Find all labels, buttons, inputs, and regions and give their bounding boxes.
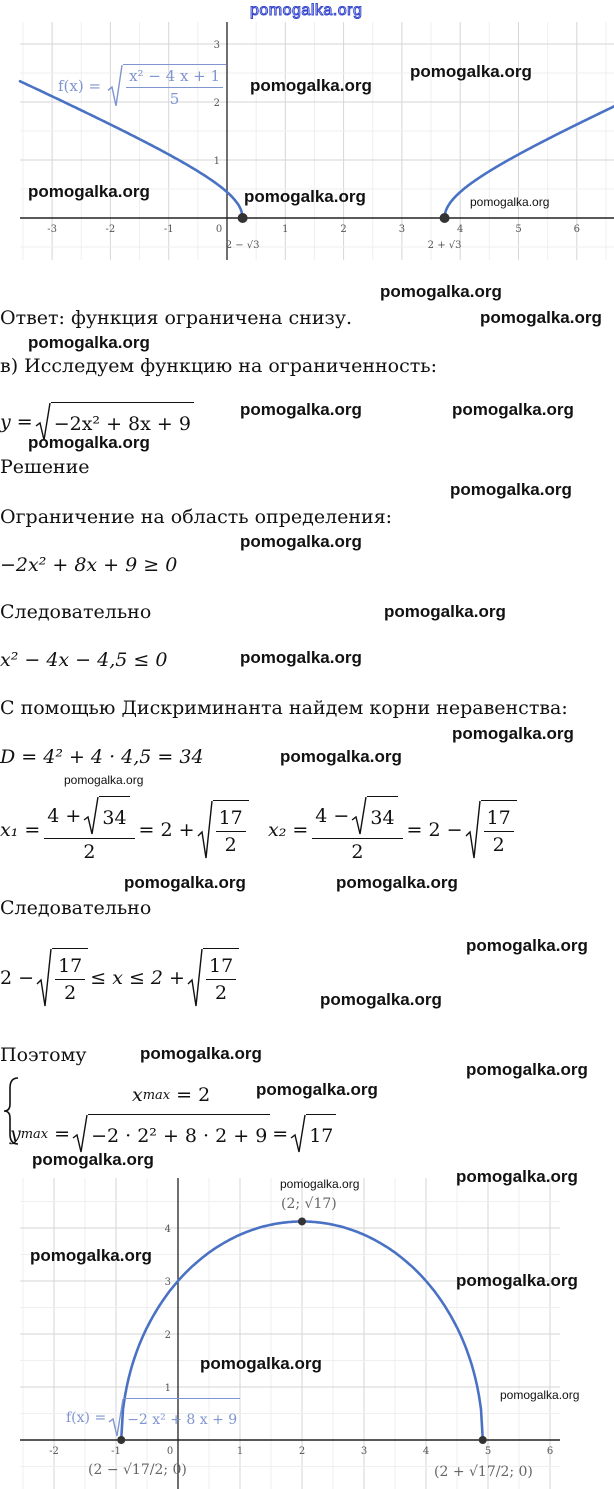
discriminant-formula: D = 4² + 4 · 4,5 = 34: [0, 746, 204, 768]
ymax-final-radicand: 17: [306, 1114, 336, 1154]
ymax-eq2: =: [272, 1123, 289, 1145]
answer-text: Ответ: функция ограничена снизу.: [0, 307, 353, 329]
range-mid: ≤ x ≤ 2 +: [90, 967, 185, 989]
sqrt-icon: [108, 1398, 124, 1438]
x-tick-label: -3: [47, 224, 57, 235]
x-tick-label: 6: [573, 224, 580, 235]
point-marker: [238, 213, 248, 223]
range-rad-den: 2: [64, 982, 77, 1004]
root-x1-formula: [0, 796, 251, 863]
y-tick-label: 2: [164, 1330, 171, 1341]
range-rad2-num: 17: [206, 955, 236, 980]
part-v-heading: в) Исследуем функцию на ограниченность:: [0, 355, 438, 377]
sqrt-icon: [197, 800, 213, 860]
watermark: pomogalka.org: [384, 602, 506, 621]
x-tick-label: -2: [105, 224, 116, 235]
watermark: pomogalka.org: [466, 936, 588, 955]
ymax-sub: max: [20, 1126, 49, 1142]
watermark: pomogalka.org: [28, 433, 150, 452]
x-tick-label: 4: [457, 224, 464, 235]
x2-num-a: 4 −: [315, 805, 350, 827]
discriminant-intro-text: С помощью Дискриминанта найдем корни неравенства:: [0, 697, 568, 719]
x-tick-label: 2: [298, 1446, 306, 1457]
point-marker: [479, 1436, 487, 1444]
root-range-formula: [0, 948, 241, 1008]
x-tick-label: 5: [484, 1446, 492, 1457]
sqrt-icon: [465, 800, 481, 860]
range-rad-num: 17: [55, 955, 85, 980]
watermark: pomogalka.org: [250, 76, 372, 95]
x1-den: 2: [83, 841, 96, 863]
xmax-sub: max: [142, 1087, 171, 1103]
x1-num-a: 4 +: [47, 805, 82, 827]
y-tick-label: 1: [213, 156, 220, 167]
watermark: pomogalka.org: [240, 400, 362, 419]
graph-sqrt-semicircle: [0, 1170, 614, 1489]
watermark: pomogalka.org: [466, 1060, 588, 1079]
sqrt-icon: [107, 64, 123, 108]
x2-num-radicand: 34: [367, 796, 397, 836]
point-marker: [298, 1217, 306, 1225]
watermark: pomogalka.org: [244, 187, 366, 206]
x1-mid: = 2 +: [138, 818, 195, 841]
watermark: pomogalka.org: [240, 648, 362, 667]
inequality-1: −2x² + 8x + 9 ≥ 0: [0, 554, 178, 576]
graph1-formula-num: x² − 4 x + 1: [126, 67, 223, 88]
watermark: pomogalka.org: [28, 333, 150, 352]
x-tick-label: 0: [166, 1446, 174, 1457]
hence-text: Поэтому: [0, 1044, 87, 1066]
watermark: pomogalka.org: [124, 873, 246, 892]
therefore-text-2: Следовательно: [0, 897, 152, 919]
x-tick-label: 2: [340, 224, 347, 235]
y-def-lhs: y =: [0, 411, 33, 433]
inequality-2: x² − 4x − 4,5 ≤ 0: [0, 649, 168, 671]
watermark: pomogalka.org: [256, 1080, 378, 1099]
x2-rad-num: 17: [484, 807, 514, 832]
watermark: pomogalka.org: [480, 308, 602, 327]
therefore-text-1: Следовательно: [0, 601, 152, 623]
watermark: pomogalka.org: [410, 62, 532, 81]
watermark: pomogalka.org: [456, 1167, 578, 1186]
watermark: pomogalka.org: [456, 1271, 578, 1290]
x1-rad-den: 2: [224, 833, 237, 856]
graph2-formula-radicand: −2 x² + 8 x + 9: [124, 1398, 240, 1438]
graph1-formula: [58, 64, 228, 108]
sqrt-icon: [290, 1114, 306, 1154]
point-marker: [440, 213, 450, 223]
watermark: pomogalka.org: [452, 724, 574, 743]
sqrt-icon: [351, 796, 367, 836]
y-tick-label: 3: [164, 1277, 171, 1288]
max-point-label: (2; √17): [281, 1196, 337, 1212]
x1-lhs: x₁ =: [0, 818, 41, 841]
ymax-eq: =: [54, 1123, 71, 1145]
ymax-formula: [10, 1114, 338, 1154]
sqrt-icon: [187, 948, 203, 1008]
watermark: pomogalka.org: [336, 873, 458, 892]
xmax-rhs: = 2: [176, 1084, 211, 1106]
range-rad2-den: 2: [215, 982, 228, 1004]
x1-num-radicand: 34: [99, 796, 129, 836]
ymax-var: y: [10, 1123, 21, 1145]
x2-lhs: x₂ =: [268, 818, 309, 841]
root-x2-formula: [268, 796, 519, 863]
watermark: pomogalka.org: [470, 195, 550, 209]
header-watermark: pomogalka.org: [250, 2, 363, 19]
watermark: pomogalka.org: [200, 1354, 322, 1373]
x-tick-label: 3: [360, 1446, 368, 1457]
xmax-formula: [132, 1084, 210, 1106]
x-tick-label: 3: [398, 224, 406, 235]
watermark: pomogalka.org: [240, 532, 362, 551]
x-tick-label: 4: [422, 1446, 430, 1457]
x-tick-label: 5: [515, 224, 522, 235]
watermark: pomogalka.org: [280, 1177, 360, 1191]
y-tick-label: 3: [213, 40, 220, 51]
watermark: pomogalka.org: [380, 282, 502, 301]
sqrt-icon: [83, 796, 99, 836]
sqrt-icon: [72, 1114, 88, 1154]
graph-sqrt-x2-4x-1: [0, 0, 614, 262]
x-tick-label: -1: [163, 224, 174, 235]
y-tick-label: 1: [164, 1383, 171, 1394]
root-label: 2 − √3: [225, 240, 260, 251]
x2-rad-den: 2: [492, 833, 505, 856]
watermark: pomogalka.org: [500, 1388, 580, 1402]
watermark: pomogalka.org: [30, 1246, 152, 1265]
solution-heading: Решение: [0, 456, 90, 478]
xmax-var: x: [132, 1084, 143, 1106]
watermark: pomogalka.org: [452, 400, 574, 419]
left-root-label: (2 − √17/2; 0): [88, 1462, 187, 1478]
x2-mid: = 2 −: [406, 818, 463, 841]
y-def-radicand: −2x² + 8x + 9: [51, 402, 194, 442]
graph2-formula-lhs: f(x) =: [66, 1410, 107, 1426]
sqrt-icon: [36, 948, 52, 1008]
graph2-formula: [66, 1398, 242, 1438]
root-label: 2 + √3: [427, 240, 462, 251]
range-left: 2 −: [0, 967, 35, 989]
watermark: pomogalka.org: [64, 773, 144, 787]
x-tick-label: 0: [215, 224, 223, 235]
graph1-formula-den: 5: [169, 90, 180, 108]
watermark: pomogalka.org: [32, 1150, 154, 1169]
watermark: pomogalka.org: [28, 182, 150, 201]
x-tick-label: -1: [111, 1446, 121, 1457]
ymax-radicand: −2 · 2² + 8 · 2 + 9: [88, 1114, 270, 1154]
x-tick-label: 6: [546, 1446, 554, 1457]
y-tick-label: 4: [164, 1224, 171, 1235]
x1-rad-num: 17: [216, 807, 246, 832]
graph1-formula-lhs: f(x) =: [58, 77, 102, 95]
watermark: pomogalka.org: [450, 480, 572, 499]
x-tick-label: 1: [236, 1446, 244, 1457]
right-root-label: (2 + √17/2; 0): [434, 1464, 533, 1480]
watermark: pomogalka.org: [320, 990, 442, 1009]
watermark: pomogalka.org: [280, 747, 402, 766]
x-tick-label: 1: [282, 224, 289, 235]
x-tick-label: -2: [49, 1446, 59, 1457]
watermark: pomogalka.org: [140, 1044, 262, 1063]
x2-den: 2: [351, 841, 364, 863]
y-tick-label: 2: [213, 98, 220, 109]
domain-restriction-text: Ограничение на область определения:: [0, 506, 393, 528]
